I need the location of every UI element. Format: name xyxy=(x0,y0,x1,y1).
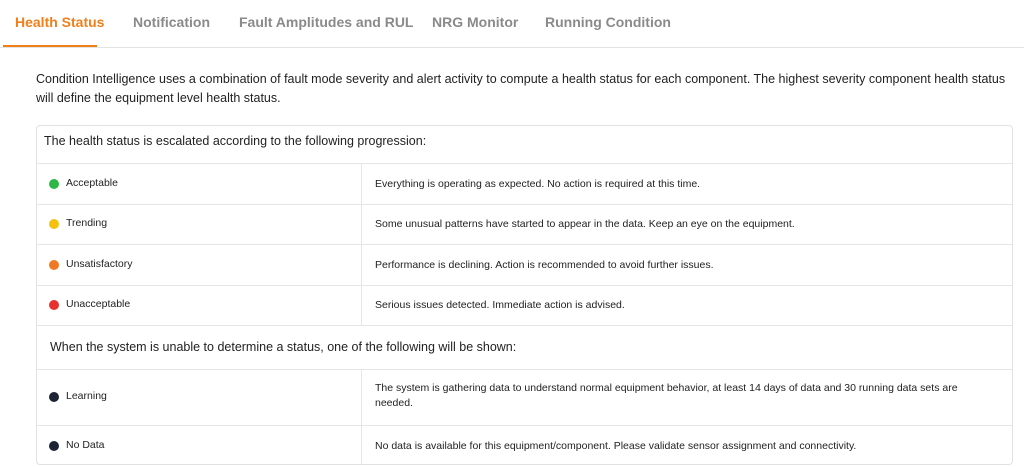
health-status-panel xyxy=(36,125,1013,465)
status-row-unacceptable xyxy=(37,285,1012,325)
progression-heading: The health status is escalated according to the following progression: xyxy=(44,134,427,148)
tab-bar xyxy=(0,0,1024,48)
status-row-learning xyxy=(37,369,1012,425)
status-label: Unacceptable xyxy=(66,298,131,310)
tab-fault-amplitudes-and-rul[interactable]: Fault Amplitudes and RUL xyxy=(239,14,414,30)
undetermined-heading: When the system is unable to determine a status, one of the following will be shown: xyxy=(37,325,1012,369)
status-row-acceptable xyxy=(37,163,1012,204)
status-description: Everything is operating as expected. No action is required at this time. xyxy=(375,178,701,190)
status-label: No Data xyxy=(66,439,105,451)
status-dot-icon xyxy=(49,300,59,310)
status-description: Performance is declining. Action is recommended to avoid further issues. xyxy=(375,259,714,271)
status-row-trending xyxy=(37,204,1012,244)
status-row-unsatisfactory xyxy=(37,244,1012,285)
tab-running-condition[interactable]: Running Condition xyxy=(545,14,671,30)
status-label: Trending xyxy=(66,217,108,229)
status-dot-icon xyxy=(49,392,59,402)
active-tab-indicator xyxy=(3,45,97,47)
tab-health-status[interactable]: Health Status xyxy=(15,14,105,30)
status-dot-icon xyxy=(49,219,59,229)
status-label: Acceptable xyxy=(66,177,118,189)
status-description: Serious issues detected. Immediate action is advised. xyxy=(375,299,625,311)
status-dot-icon xyxy=(49,441,59,451)
status-dot-icon xyxy=(49,260,59,270)
intro-text: Condition Intelligence uses a combination of fault mode severity and alert activity to compute a health status for each component. The highest severity component health status will define the equipment level health status. xyxy=(36,72,1006,105)
status-row-no-data xyxy=(37,425,1012,465)
tab-nrg-monitor[interactable]: NRG Monitor xyxy=(432,14,519,30)
status-description: Some unusual patterns have started to appear in the data. Keep an eye on the equipment. xyxy=(375,218,795,230)
status-label: Unsatisfactory xyxy=(66,258,133,270)
status-dot-icon xyxy=(49,179,59,189)
tab-notification[interactable]: Notification xyxy=(133,14,210,30)
status-label: Learning xyxy=(66,390,107,402)
status-description: No data is available for this equipment/component. Please validate sensor assignment and connectivity. xyxy=(375,440,857,452)
status-description: The system is gathering data to understand normal equipment behavior, at least 14 days of data and 30 running data sets are needed. xyxy=(375,382,958,409)
